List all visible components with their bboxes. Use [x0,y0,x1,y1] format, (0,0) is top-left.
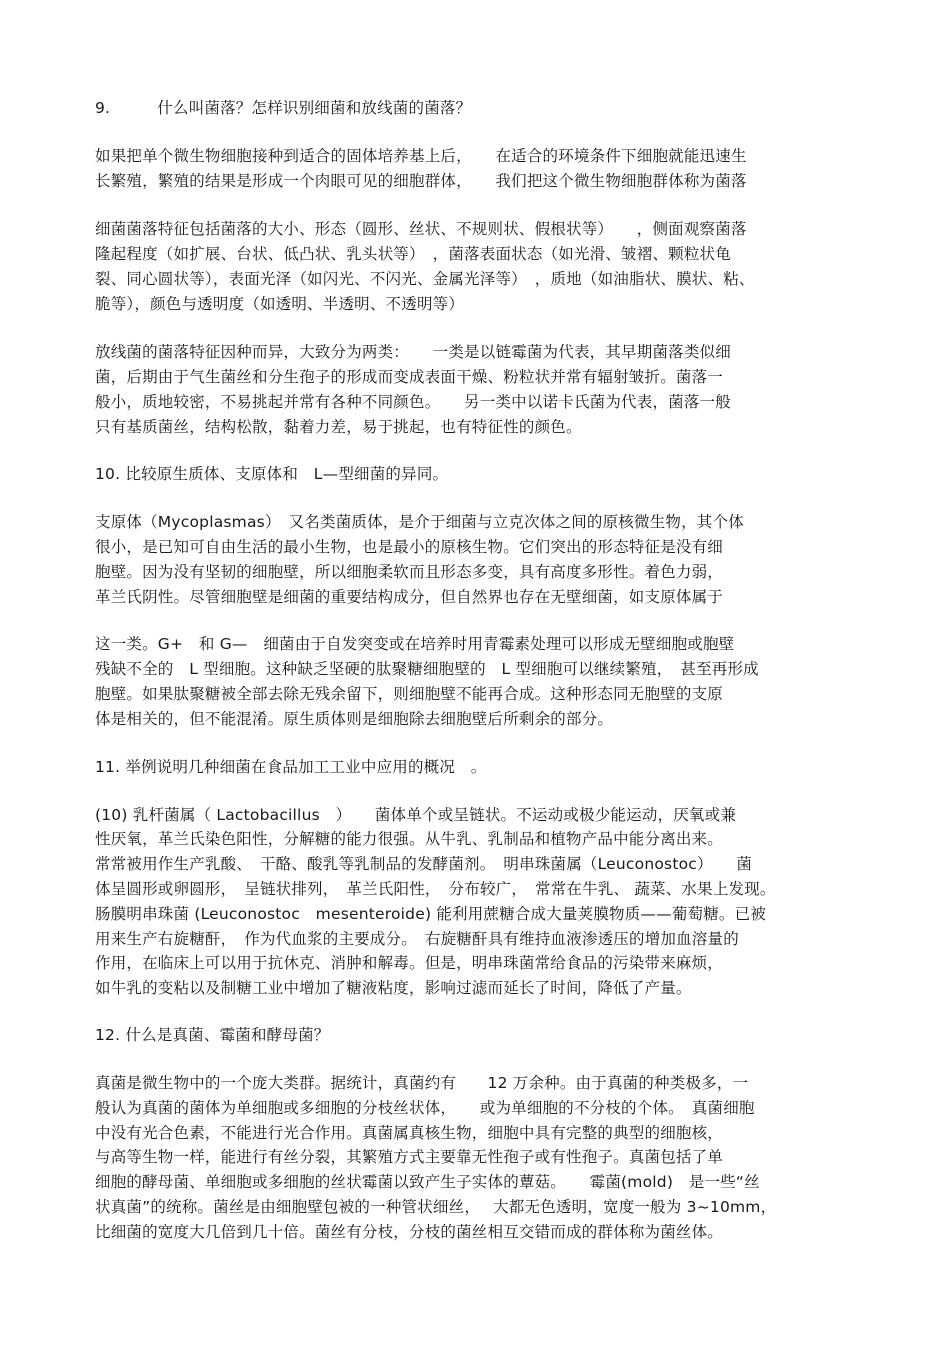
text-line: 般小，质地较密，不易挑起并常有各种不同颜色。 另一类中以诺卡氏菌为代表，菌落一般 [95,393,731,411]
text-line: 脆等），颜色与透明度（如透明、半透明、不透明等） [95,295,465,313]
text-line: 这一类。G+ 和 G— 细菌由于自发突变或在培养时用青霉素处理可以形成无壁细胞或胞壁 [95,635,735,653]
text-line: 常常被用作生产乳酸、 干酪、酸乳等乳制品的发酵菌剂。 明串珠菌属（Leuconostoc） 菌 [95,855,753,873]
text-line: 般认为真菌的菌体为单细胞或多细胞的分枝丝状体， 或为单细胞的不分枝的个体。 真菌细胞 [95,1099,755,1117]
text-line: (10) 乳杆菌属（ Lactobacillus ） 菌体单个或呈链状。不运动或极少能运动，厌氧或兼 [95,806,737,824]
text-line: 体呈圆形或卵圆形， 呈链状排列， 革兰氏阳性， 分布较广， 常常在牛乳、 蔬菜、水果上发现。 [95,880,776,898]
question-heading: 9. 什么叫菌落？怎样识别细菌和放线菌的菌落？ [95,99,472,117]
text-line: 体是相关的，但不能混淆。原生质体则是细胞除去细胞壁后所剩余的部分。 [95,710,614,728]
text-line: 残缺不全的 L 型细胞。这种缺乏坚硬的肽聚糖细胞壁的 L 型细胞可以继续繁殖， 甚至再形成 [95,660,759,678]
text-line: 革兰氏阴性。尽管细胞壁是细菌的重要结构成分，但自然界也存在无壁细菌，如支原体属于 [95,588,724,606]
text-line: 性厌氧，革兰氏染色阳性，分解糖的能力很强。从牛乳、乳制品和植物产品中能分离出来。 [95,830,724,848]
question-heading: 12. 什么是真菌、霉菌和酵母菌？ [95,1026,330,1044]
text-line: 菌，后期由于气生菌丝和分生孢子的形成而变成表面干燥、粉粒状并常有辐射皱折。菌落一 [95,368,724,386]
text-line: 胞壁。如果肽聚糖被全部去除无残余留下，则细胞壁不能再合成。这种形态同无胞壁的支原 [95,685,724,703]
text-line: 比细菌的宽度大几倍到几十倍。菌丝有分枝，分枝的菌丝相互交错而成的群体称为菌丝体。 [95,1223,724,1241]
text-line: 很小，是已知可自由生活的最小生物，也是最小的原核生物。它们突出的形态特征是没有细 [95,538,724,556]
question-heading: 10. 比较原生质体、支原体和 L—型细菌的异同。 [95,465,449,483]
text-line: 裂、同心圆状等），表面光泽（如闪光、不闪光、金属光泽等） ，质地（如油脂状、膜状、粘、 [95,270,755,288]
text-line: 胞壁。因为没有坚韧的细胞壁，所以细胞柔软而且形态多变，具有高度多形性。着色力弱， [95,563,724,581]
text-line: 中没有光合色素，不能进行光合作用。真菌属真核生物，细胞中具有完整的典型的细胞核， [95,1124,724,1142]
text-line: 细胞的酵母菌、单细胞或多细胞的丝状霉菌以致产生子实体的蕈菇。 霉菌(mold) 是一些“丝 [95,1173,760,1191]
text-line: 用来生产右旋糖酐， 作为代血浆的主要成分。 右旋糖酐具有维持血液渗透压的增加血溶量的 [95,930,739,948]
text-line: 长繁殖，繁殖的结果是形成一个肉眼可见的细胞群体， 我们把这个微生物细胞群体称为菌落 [95,172,747,190]
text-line: 如果把单个微生物细胞接种到适合的固体培养基上后， 在适合的环境条件下细胞就能迅速生 [95,147,747,165]
text-line: 状真菌”的统称。菌丝是由细胞壁包被的一种管状细丝， 大都无色透明，宽度一般为 3~10mm， [95,1198,777,1216]
text-line: 真菌是微生物中的一个庞大类群。据统计，真菌约有 12 万余种。由于真菌的种类极多，一 [95,1074,749,1092]
text-line: 隆起程度（如扩展、台状、低凸状、乳头状等） ，菌落表面状态（如光滑、皱褶、颗粒状龟 [95,245,731,263]
text-line: 作用，在临床上可以用于抗休克、消肿和解毒。但是，明串珠菌常给食品的污染带来麻烦， [95,954,724,972]
text-line: 放线菌的菌落特征因种而异，大致分为两类： 一类是以链霉菌为代表，其早期菌落类似细 [95,343,731,361]
text-line: 肠膜明串珠菌 (Leuconostoc mesenteroide) 能利用蔗糖合成大量荚膜物质——葡萄糖。已被 [95,905,767,923]
question-heading: 11. 举例说明几种细菌在食品加工工业中应用的概况 。 [95,758,487,776]
text-line: 只有基质菌丝，结构松散，黏着力差，易于挑起，也有特征性的颜色。 [95,418,582,436]
text-line: 如牛乳的变粘以及制糖工业中增加了糖液粘度，影响过滤而延长了时间，降低了产量。 [95,979,692,997]
text-line: 细菌菌落特征包括菌落的大小、形态（圆形、丝状、不规则状、假根状等） ，侧面观察菌落 [95,220,747,238]
text-line: 支原体（Mycoplasmas） 又名类菌质体，是介于细菌与立克次体之间的原核微生物，其个体 [95,513,744,531]
text-line: 与高等生物一样，能进行有丝分裂，其繁殖方式主要靠无性孢子或有性孢子。真菌包括了单 [95,1148,724,1166]
